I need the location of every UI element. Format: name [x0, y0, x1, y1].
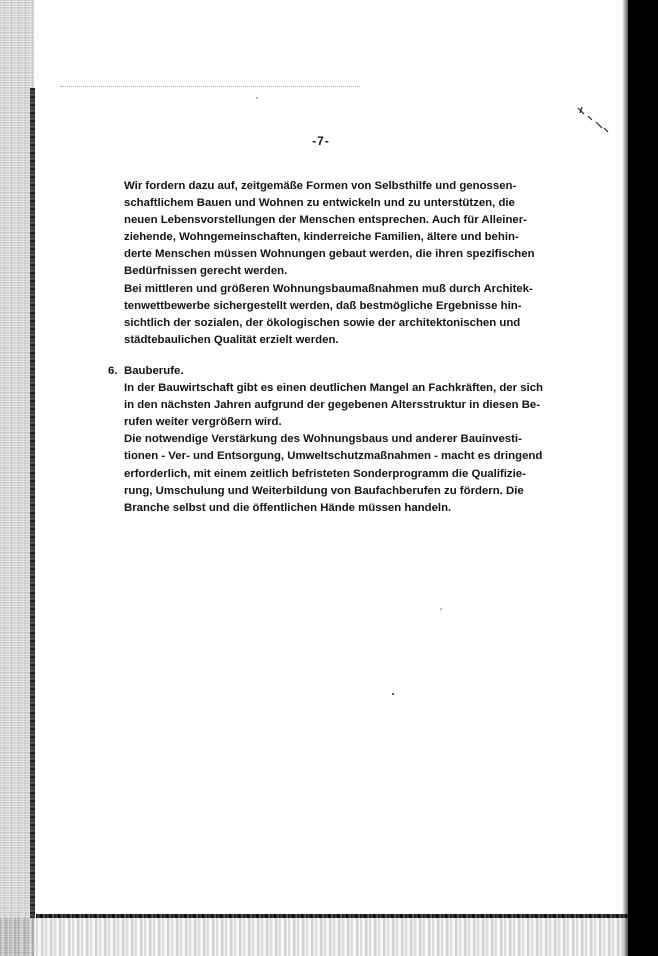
text-line: Wir fordern dazu auf, zeitgemäße Formen von Selbsthilfe und genossen-: [124, 180, 517, 192]
text-line: in den nächsten Jahren aufgrund der gegebenen Altersstruktur in diesen Be-: [124, 399, 541, 412]
text-line: derte Menschen müssen Wohnungen gebaut werden, die ihren spezifischen: [124, 248, 535, 261]
scan-speck: [392, 693, 394, 695]
section-body: [124, 363, 564, 517]
section-heading: Bauberufe.: [124, 365, 184, 377]
text-line: sichtlich der sozialen, der ökologischen sowie der architektonischen und: [124, 316, 521, 329]
text-line: ziehende, Wohngemeinschaften, kinderreiche Familien, ältere und behin-: [124, 231, 519, 244]
text-line: neuen Lebensvorstellungen der Menschen entsprechen. Auch für Alleiner-: [124, 214, 527, 227]
text-line: Bei mittleren und größeren Wohnungsbaumaßnahmen muß durch Architek-: [124, 282, 533, 295]
scan-speck: [440, 608, 442, 610]
text-line: Die notwendige Verstärkung des Wohnungsbaus und anderer Bauinvesti-: [124, 433, 522, 446]
text-line: rufen weiter vergrößern wird.: [124, 416, 282, 429]
text-line: tionen - Ver- und Entsorgung, Umweltschutzmaßnahmen - macht es dringend: [124, 450, 543, 463]
text-line: In der Bauwirtschaft gibt es einen deutlichen Mangel an Fachkräften, der sich: [124, 382, 544, 395]
text-line: rung, Umschulung und Weiterbildung von Baufachberufen zu fördern. Die: [124, 484, 524, 497]
scan-binding-edge: [30, 88, 35, 918]
page-number: -7-: [312, 134, 330, 148]
text-line: erforderlich, mit einem zeitlich befristeten Sonderprogramm die Qualifizie-: [124, 467, 526, 480]
text-line: Branche selbst und die öffentlichen Hände müssen handeln.: [124, 501, 452, 514]
text-line: tenwettbewerbe sichergestellt werden, daß bestmögliche Ergebnisse hin-: [124, 299, 522, 312]
scan-top-dots: [60, 86, 360, 88]
section-number: 6.: [108, 365, 118, 377]
pencil-mark-icon: [574, 104, 614, 134]
text-line: schaftlichem Bauen und Wohnen zu entwickeln und zu unterstützen, die: [124, 197, 515, 210]
scan-noise-bottom: [0, 918, 630, 956]
paragraph-housing: [124, 178, 564, 349]
scan-speck: [256, 97, 258, 99]
text-line: Bedürfnissen gerecht werden.: [124, 265, 288, 278]
text-line: städtebaulichen Qualität erzielt werden.: [124, 333, 339, 346]
